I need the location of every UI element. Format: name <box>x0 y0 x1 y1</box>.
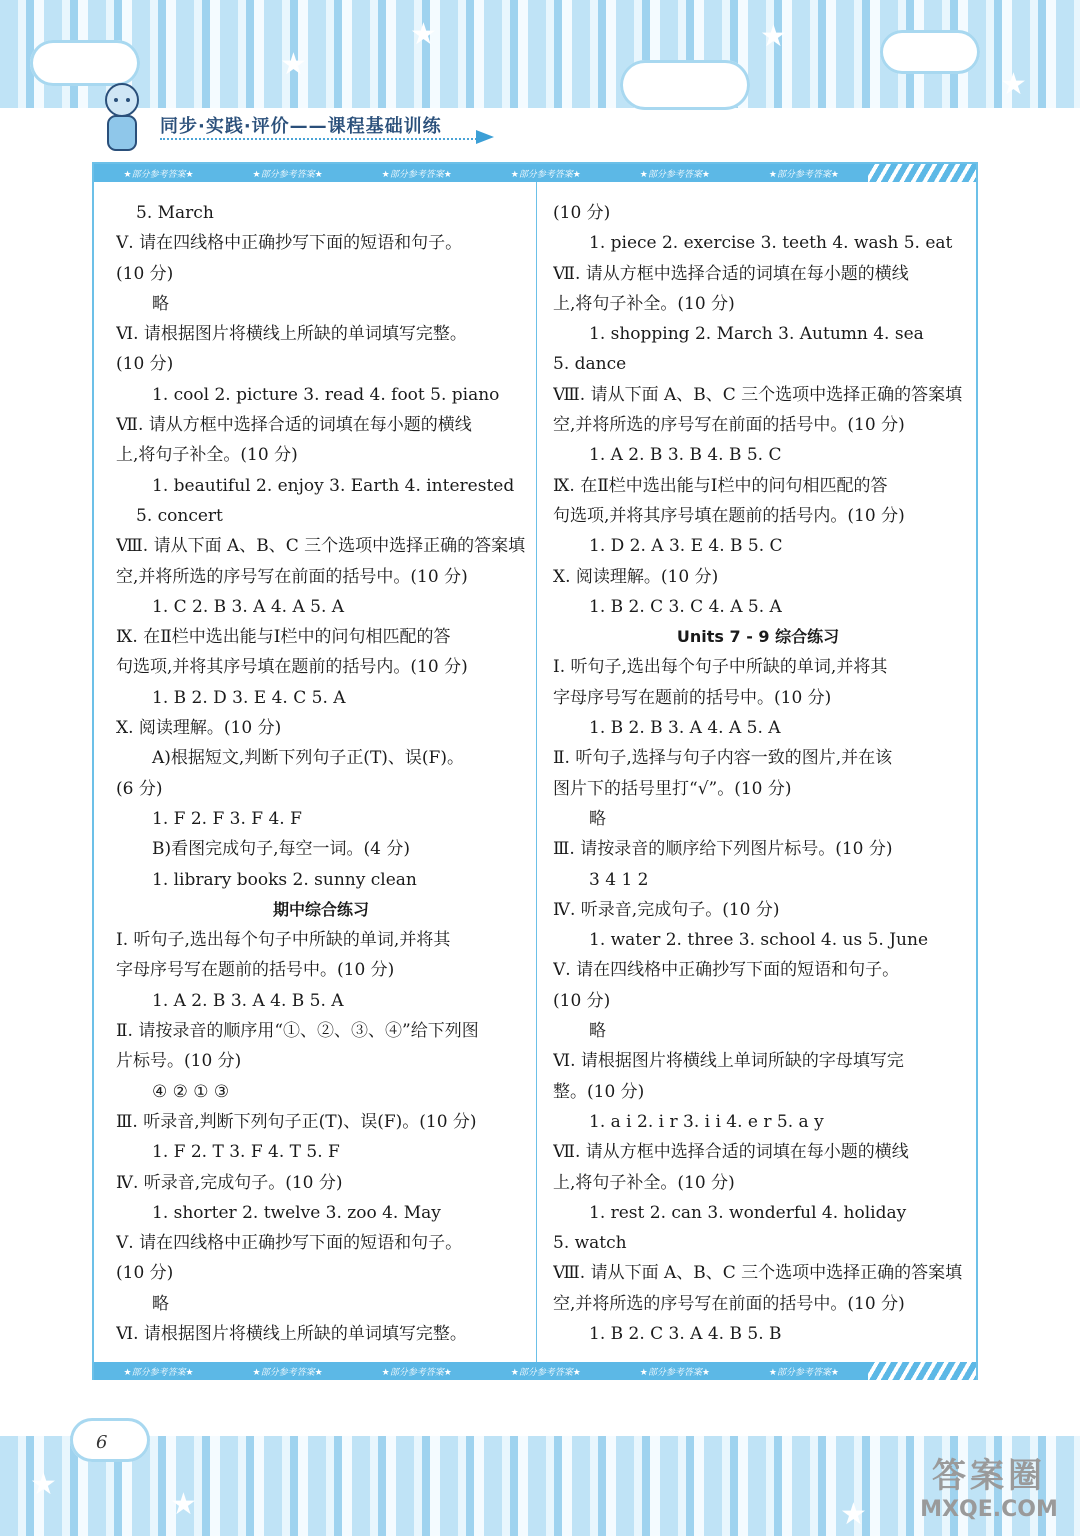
answer-line: 空,并将所选的序号写在前面的括号中。(10 分) <box>553 415 905 436</box>
answer-line: Ⅶ. 请从方框中选择合适的词填在每小题的横线 <box>553 263 909 284</box>
answer-line: 1. shopping 2. March 3. Autumn 4. sea <box>589 324 924 345</box>
bottom-strip <box>94 1362 976 1380</box>
answer-line: 空,并将所选的序号写在前面的括号中。(10 分) <box>116 566 468 587</box>
star-icon: ★ <box>1000 67 1027 102</box>
answer-line: Ⅷ. 请从下面 A、B、C 三个选项中选择正确的答案填 <box>553 1263 963 1284</box>
answer-line: Ⅵ. 请根据图片将横线上单词所缺的字母填写完 <box>553 1051 904 1072</box>
answer-line: B)看图完成句子,每空一词。(4 分) <box>152 839 411 860</box>
answer-line: 1. B 2. C 3. A 4. B 5. B <box>589 1323 782 1344</box>
answer-line: 句选项,并将其序号填在题前的括号内。(10 分) <box>116 657 468 678</box>
strip-label: ★部分参考答案★ <box>768 1367 839 1378</box>
answer-line: 1. shorter 2. twelve 3. zoo 4. May <box>152 1202 441 1223</box>
answer-line: 上,将句子补全。(10 分) <box>553 1172 735 1193</box>
strip-stripes <box>868 164 976 182</box>
answer-line: Ⅴ. 请在四线格中正确抄写下面的短语和句子。 <box>116 1233 463 1254</box>
star-icon: ★ <box>170 1487 197 1522</box>
top-strip <box>94 164 976 182</box>
answer-line: 整。(10 分) <box>553 1081 645 1102</box>
column-divider <box>536 182 537 1362</box>
answer-line: 略 <box>589 1021 606 1042</box>
strip-label: ★部分参考答案★ <box>510 169 581 180</box>
answer-line: (10 分) <box>116 263 174 284</box>
answer-line: Ⅱ. 听句子,选择与句子内容一致的图片,并在该 <box>553 748 893 769</box>
answer-line: ④ ② ① ③ <box>152 1081 230 1102</box>
answer-line: 1. library books 2. sunny clean <box>152 869 417 890</box>
watermark-line1: 答案圈 <box>932 1456 1046 1496</box>
cloud-decor <box>70 1418 150 1462</box>
answer-line: Ⅹ. 阅读理解。(10 分) <box>116 718 282 739</box>
answer-line: 1. cool 2. picture 3. read 4. foot 5. piano <box>152 384 500 405</box>
answer-line: 1. a i 2. i r 3. i i 4. e r 5. a y <box>589 1111 824 1132</box>
answer-line: Ⅳ. 听录音,完成句子。(10 分) <box>116 1172 343 1193</box>
answer-line: Ⅸ. 在Ⅱ栏中选出能与Ⅰ栏中的问句相匹配的答 <box>116 627 451 648</box>
answer-line: Ⅲ. 请按录音的顺序给下列图片标号。(10 分) <box>553 839 893 860</box>
answer-line: Ⅹ. 阅读理解。(10 分) <box>553 566 719 587</box>
answer-line: 1. F 2. F 3. F 4. F <box>152 808 302 829</box>
header-dotted-line <box>160 138 480 140</box>
section-heading: Units 7 - 9 综合练习 <box>676 627 840 647</box>
answer-line: 1. C 2. B 3. A 4. A 5. A <box>152 596 345 617</box>
strip-label: ★部分参考答案★ <box>768 169 839 180</box>
answer-line: 1. rest 2. can 3. wonderful 4. holiday <box>589 1202 907 1223</box>
answer-line: (10 分) <box>116 1263 174 1284</box>
answer-line: 5. concert <box>136 505 223 526</box>
answer-line: 1. water 2. three 3. school 4. us 5. June <box>589 930 929 951</box>
answer-line: (6 分) <box>116 778 163 799</box>
answer-line: A)根据短文,判断下列句子正(T)、误(F)。 <box>152 748 464 769</box>
answer-line: Ⅶ. 请从方框中选择合适的词填在每小题的横线 <box>116 415 472 436</box>
star-icon: ★ <box>840 1497 867 1532</box>
strip-label: ★部分参考答案★ <box>252 169 323 180</box>
strip-label: ★部分参考答案★ <box>510 1367 581 1378</box>
answer-line: 上,将句子补全。(10 分) <box>116 445 298 466</box>
answer-line: Ⅰ. 听句子,选出每个句子中所缺的单词,并将其 <box>553 657 888 678</box>
answer-line: 1. B 2. D 3. E 4. C 5. A <box>152 687 346 708</box>
strip-label: ★部分参考答案★ <box>252 1367 323 1378</box>
answer-line: 1. B 2. C 3. C 4. A 5. A <box>589 596 782 617</box>
star-icon: ★ <box>760 19 787 54</box>
answer-line: Ⅸ. 在Ⅱ栏中选出能与Ⅰ栏中的问句相匹配的答 <box>553 475 888 496</box>
cloud-decor <box>620 60 750 110</box>
answer-line: Ⅴ. 请在四线格中正确抄写下面的短语和句子。 <box>553 960 900 981</box>
answer-line: 1. piece 2. exercise 3. teeth 4. wash 5. eat <box>589 233 953 254</box>
strip-label: ★部分参考答案★ <box>123 1367 194 1378</box>
section-heading: 期中综合练习 <box>272 899 369 919</box>
strip-label: ★部分参考答案★ <box>639 169 710 180</box>
page-number: 6 <box>96 1432 108 1453</box>
answer-line: Ⅴ. 请在四线格中正确抄写下面的短语和句子。 <box>116 233 463 254</box>
answer-line: 1. A 2. B 3. B 4. B 5. C <box>589 445 782 466</box>
answer-line: (10 分) <box>553 203 611 223</box>
answer-line: Ⅵ. 请根据图片将横线上所缺的单词填写完整。 <box>116 324 467 345</box>
answer-line: 句选项,并将其序号填在题前的括号内。(10 分) <box>553 505 905 526</box>
watermark-logo <box>904 1448 1074 1528</box>
answer-line: (10 分) <box>553 990 611 1011</box>
strip-label: ★部分参考答案★ <box>123 169 194 180</box>
header-arrow-icon <box>476 130 494 144</box>
left-column <box>116 198 526 1349</box>
star-icon: ★ <box>280 47 307 82</box>
right-column <box>553 198 963 1349</box>
answer-line: Ⅰ. 听句子,选出每个句子中所缺的单词,并将其 <box>116 930 451 951</box>
answer-line: 略 <box>589 808 606 829</box>
answer-line: 上,将句子补全。(10 分) <box>553 293 735 314</box>
answer-line: 略 <box>152 293 169 314</box>
watermark-line2: MXQE.COM <box>920 1497 1058 1522</box>
answer-line: 3 4 1 2 <box>589 869 649 890</box>
answer-line: 字母序号写在题前的括号中。(10 分) <box>116 960 395 981</box>
answer-line: Ⅵ. 请根据图片将横线上所缺的单词填写完整。 <box>116 1323 467 1344</box>
answer-line: 空,并将所选的序号写在前面的括号中。(10 分) <box>553 1293 905 1314</box>
strip-label: ★部分参考答案★ <box>381 1367 452 1378</box>
answer-line: 略 <box>152 1293 169 1314</box>
answer-line: 图片下的括号里打“√”。(10 分) <box>553 778 792 799</box>
answer-line: 5. watch <box>553 1233 627 1254</box>
answer-line: 1. F 2. T 3. F 4. T 5. F <box>152 1142 340 1163</box>
header-title: 同步·实践·评价——课程基础训练 <box>160 116 442 137</box>
cloud-decor <box>880 30 980 74</box>
star-icon: ★ <box>30 1467 57 1502</box>
answer-line: 5. March <box>136 203 214 223</box>
answer-line: Ⅱ. 请按录音的顺序用“①、②、③、④”给下列图 <box>116 1021 479 1042</box>
answer-line: 1. beautiful 2. enjoy 3. Earth 4. interested <box>152 475 515 496</box>
strip-stripes <box>868 1362 976 1380</box>
answer-line: Ⅲ. 听录音,判断下列句子正(T)、误(F)。(10 分) <box>116 1111 477 1132</box>
answer-line: Ⅶ. 请从方框中选择合适的词填在每小题的横线 <box>553 1142 909 1163</box>
answer-line: Ⅷ. 请从下面 A、B、C 三个选项中选择正确的答案填 <box>553 384 963 405</box>
strip-label: ★部分参考答案★ <box>381 169 452 180</box>
answer-line: Ⅳ. 听录音,完成句子。(10 分) <box>553 899 780 920</box>
mascot-icon <box>96 80 148 160</box>
answer-line: 5. dance <box>553 354 627 375</box>
answer-line: 1. D 2. A 3. E 4. B 5. C <box>589 536 783 557</box>
answer-line: 1. A 2. B 3. A 4. B 5. A <box>152 990 344 1011</box>
answer-line: 片标号。(10 分) <box>116 1051 242 1072</box>
answer-line: 字母序号写在题前的括号中。(10 分) <box>553 687 832 708</box>
answer-line: Ⅷ. 请从下面 A、B、C 三个选项中选择正确的答案填 <box>116 536 526 557</box>
answer-line: (10 分) <box>116 354 174 375</box>
answer-line: 1. B 2. B 3. A 4. A 5. A <box>589 718 781 739</box>
star-icon: ★ <box>410 17 437 52</box>
strip-label: ★部分参考答案★ <box>639 1367 710 1378</box>
